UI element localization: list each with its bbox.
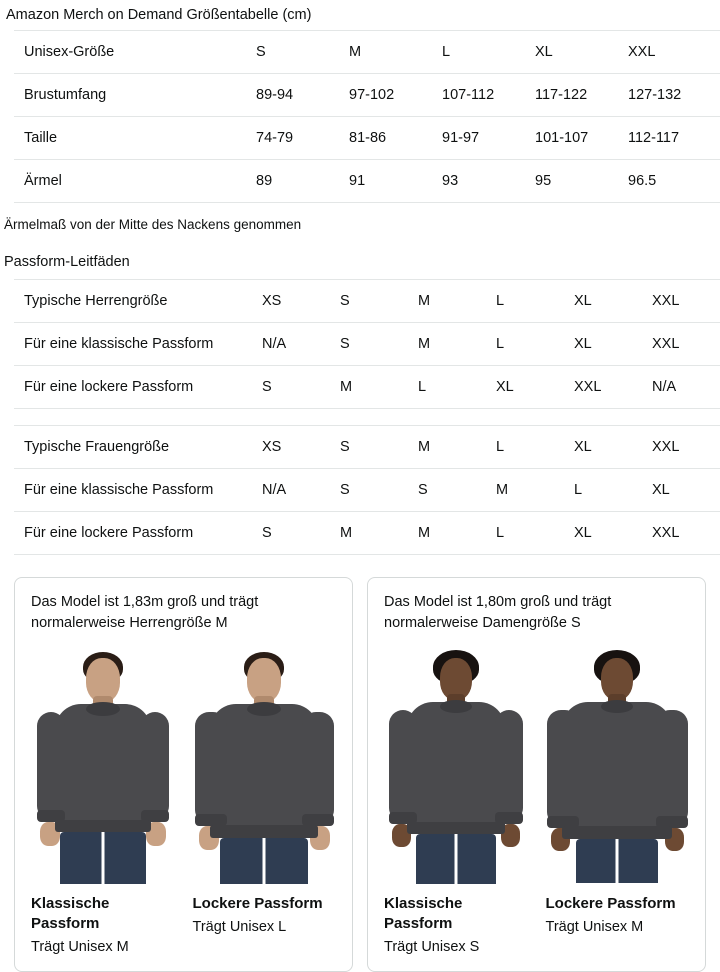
- cell: XL: [574, 323, 652, 366]
- model-card-male: [14, 577, 353, 972]
- row-label: Für eine klassische Passform: [14, 469, 262, 512]
- fit-size: Trägt Unisex M: [31, 939, 129, 955]
- fit-guides-label: Passform-Leitfäden: [4, 254, 130, 270]
- row-label: Unisex-Größe: [14, 31, 256, 74]
- row-label: Taille: [14, 117, 256, 160]
- page-title: Amazon Merch on Demand Größentabelle (cm): [6, 7, 312, 23]
- cell: 112-117: [628, 117, 720, 160]
- cell: 95: [535, 160, 628, 203]
- cell: 91-97: [442, 117, 535, 160]
- cell: L: [442, 31, 535, 74]
- cell: L: [496, 280, 574, 323]
- cell: XL: [574, 426, 652, 469]
- figure-relaxed-fit: [546, 642, 690, 957]
- cell: M: [340, 366, 418, 409]
- model-card-female: [367, 577, 706, 972]
- fit-name: Klassische Passform: [384, 895, 463, 932]
- model-cards: [14, 577, 706, 972]
- cell: M: [418, 512, 496, 555]
- cell: 117-122: [535, 74, 628, 117]
- cell: XXL: [628, 31, 720, 74]
- row-label: Für eine klassische Passform: [14, 323, 262, 366]
- table-row: [14, 366, 720, 409]
- cell: XL: [574, 280, 652, 323]
- table-row: [14, 117, 720, 160]
- table-row: [14, 31, 720, 74]
- fit-name: Klassische Passform: [31, 895, 110, 932]
- cell: 89-94: [256, 74, 349, 117]
- cell: 101-107: [535, 117, 628, 160]
- cell: L: [496, 323, 574, 366]
- figure-classic-fit: [31, 642, 175, 957]
- table-row: [14, 74, 720, 117]
- cell: XXL: [652, 512, 720, 555]
- cell: XL: [652, 469, 720, 512]
- row-label: Typische Frauengröße: [14, 426, 262, 469]
- cell: M: [418, 323, 496, 366]
- model-photo-female-classic: [384, 642, 528, 884]
- fit-name: Lockere Passform: [545, 895, 676, 912]
- figure-relaxed-fit: [193, 642, 337, 957]
- cell: N/A: [262, 469, 340, 512]
- table-row: [14, 469, 720, 512]
- row-label: Für eine lockere Passform: [14, 366, 262, 409]
- cell: XL: [496, 366, 574, 409]
- cell: M: [349, 31, 442, 74]
- cell: S: [256, 31, 349, 74]
- table-row: [14, 512, 720, 555]
- unisex-size-table: [14, 30, 720, 203]
- cell: 127-132: [628, 74, 720, 117]
- table-row: [14, 323, 720, 366]
- row-label: Typische Herrengröße: [14, 280, 262, 323]
- cell: 96.5: [628, 160, 720, 203]
- cell: S: [340, 280, 418, 323]
- row-label: Ärmel: [14, 160, 256, 203]
- cell: S: [340, 426, 418, 469]
- model-photo-male-classic: [31, 642, 175, 884]
- table-row: [14, 426, 720, 469]
- cell: L: [418, 366, 496, 409]
- figure-classic-fit: [384, 642, 528, 957]
- cell: 91: [349, 160, 442, 203]
- cell: S: [340, 323, 418, 366]
- cell: N/A: [652, 366, 720, 409]
- cell: L: [496, 426, 574, 469]
- row-label: Brustumfang: [14, 74, 256, 117]
- cell: XS: [262, 280, 340, 323]
- cell: S: [418, 469, 496, 512]
- table-row: [14, 160, 720, 203]
- cell: 97-102: [349, 74, 442, 117]
- model-photo-male-relaxed: [193, 642, 337, 884]
- cell: XXL: [652, 323, 720, 366]
- cell: S: [262, 512, 340, 555]
- cell: M: [496, 469, 574, 512]
- cell: 93: [442, 160, 535, 203]
- sleeve-measurement-note: Ärmelmaß von der Mitte des Nackens genommen: [4, 217, 302, 232]
- cell: N/A: [262, 323, 340, 366]
- cell: 107-112: [442, 74, 535, 117]
- cell: M: [418, 280, 496, 323]
- cell: 74-79: [256, 117, 349, 160]
- cell: S: [262, 366, 340, 409]
- cell: 89: [256, 160, 349, 203]
- cell: XXL: [652, 426, 720, 469]
- table-spacer: [0, 409, 720, 425]
- figure-pair: [31, 642, 336, 957]
- cell: M: [418, 426, 496, 469]
- model-caption: Das Model ist 1,80m groß und trägt normalerweise Damengröße S: [384, 594, 612, 631]
- row-label: Für eine lockere Passform: [14, 512, 262, 555]
- cell: S: [340, 469, 418, 512]
- figure-pair: [384, 642, 689, 957]
- fit-size: Trägt Unisex S: [384, 939, 480, 955]
- mens-fit-table: [14, 279, 720, 409]
- table-row: [14, 280, 720, 323]
- cell: XXL: [652, 280, 720, 323]
- cell: M: [340, 512, 418, 555]
- cell: XS: [262, 426, 340, 469]
- cell: XL: [535, 31, 628, 74]
- womens-fit-table: [14, 425, 720, 555]
- cell: 81-86: [349, 117, 442, 160]
- cell: XL: [574, 512, 652, 555]
- fit-name: Lockere Passform: [192, 895, 323, 912]
- fit-size: Trägt Unisex L: [192, 919, 287, 935]
- model-photo-female-relaxed: [546, 642, 690, 884]
- cell: L: [496, 512, 574, 555]
- fit-size: Trägt Unisex M: [545, 919, 644, 935]
- cell: L: [574, 469, 652, 512]
- cell: XXL: [574, 366, 652, 409]
- model-caption: Das Model ist 1,83m groß und trägt normalerweise Herrengröße M: [31, 594, 259, 631]
